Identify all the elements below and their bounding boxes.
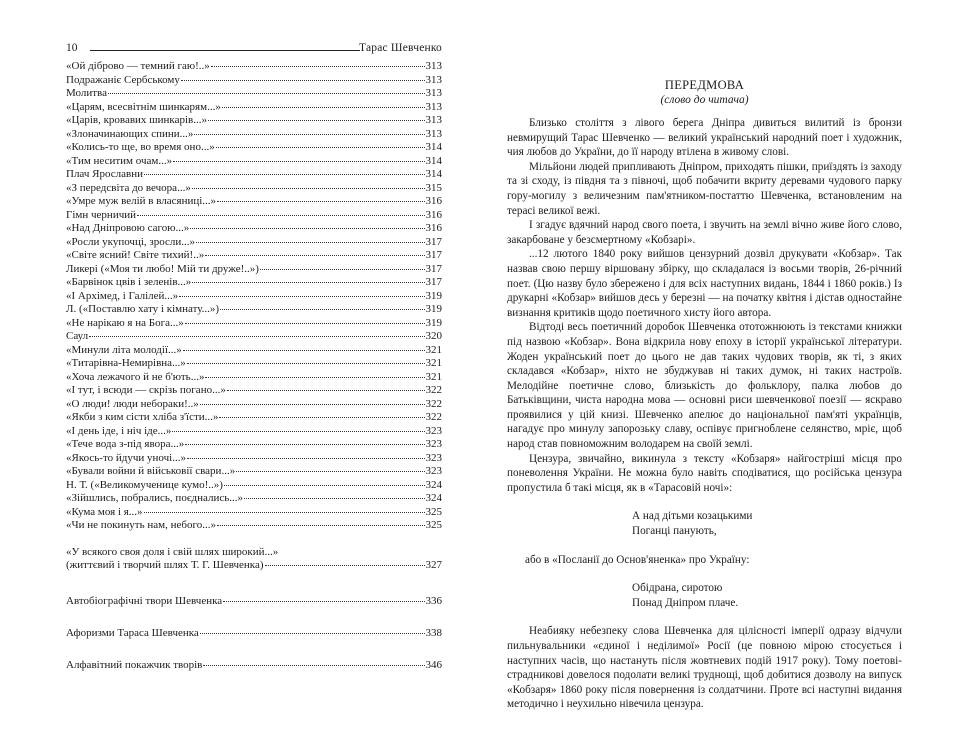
leader-dots xyxy=(260,261,425,270)
toc-page: 313 xyxy=(425,127,442,140)
leader-dots xyxy=(219,409,424,418)
toc-page: 320 xyxy=(425,330,442,342)
toc-page: 346 xyxy=(425,658,442,671)
toc-special-row xyxy=(66,559,442,573)
toc-title: «Барвінок цвів і зеленів...» xyxy=(66,276,192,288)
leader-dots xyxy=(223,593,424,602)
toc-page: 316 xyxy=(425,222,442,234)
toc-row xyxy=(66,519,442,533)
leader-dots xyxy=(222,99,425,108)
toc-title: «Тече вода з-під явора...» xyxy=(66,438,185,450)
toc-page: 319 xyxy=(425,316,442,329)
leader-dots xyxy=(227,382,425,391)
leader-dots xyxy=(192,180,425,189)
toc-title: Автобіографічні твори Шевченка xyxy=(66,594,223,607)
toc-row-autobiography xyxy=(66,595,442,609)
running-title: Тарас Шевченко xyxy=(359,42,442,54)
leader-dots xyxy=(185,436,424,445)
paragraph: Неабияку небезпеку слова Шевченка для цілісності імперії одразу відчули пильнувальники «єдиної і неділимої» Росії (це повною мірою стосується і наступних часів, що настануть після жовтневих подій 1917 року). Тому поетові-страдникові довелося подолати великі труднощі, щоб добитися дозволу на випуск «Кобзаря» 1860 року після повернення із солдатчини. Проте всі наступні видання методично і неухильно нівечила цензура. xyxy=(507,625,902,711)
poem-stanza xyxy=(632,509,902,538)
toc-title: «Ой діброво — темний гаю!..» xyxy=(66,60,210,72)
leader-dots xyxy=(187,355,425,364)
leader-dots xyxy=(205,369,424,378)
preface-subtitle: (слово до читача) xyxy=(660,94,749,106)
leader-dots xyxy=(181,72,425,81)
leader-dots xyxy=(211,58,425,67)
toc-title: «Бували войни й військовії свари...» xyxy=(66,465,236,477)
toc-title: Подражаніє Сербському xyxy=(66,73,180,86)
toc-page: 321 xyxy=(425,357,442,369)
poem-line: Обідрана, сиротою xyxy=(632,582,723,595)
toc-title: Л. («Поставлю хату і кімнату...») xyxy=(66,303,220,315)
toc-title: «Якось-то йдучи уночі...» xyxy=(66,451,186,464)
toc-page: 325 xyxy=(425,519,442,531)
toc-special-entry xyxy=(66,546,442,573)
toc-title: «Царів, кровавих шинкарів...» xyxy=(66,114,207,126)
leader-dots xyxy=(183,342,425,351)
page-number: 10 xyxy=(66,42,78,54)
toc-page: 323 xyxy=(425,465,442,477)
leader-dots xyxy=(217,517,425,526)
toc-title: «Минули літа молодії...» xyxy=(66,343,182,356)
toc-title: «Царям, всесвітнім шинкарям...» xyxy=(66,100,221,113)
leader-dots xyxy=(236,463,424,472)
leader-dots xyxy=(200,396,425,405)
poem-line: Поганці панують, xyxy=(632,525,717,538)
leader-dots xyxy=(224,477,425,486)
paragraph: Цензура, звичайно, викинула з тексту «Кобзаря» найгостріші місця про поневолення України. Не можна було навіть сподіватися, що російська цензура пропустила б такі місця, як в «Тарасовій ночі»: xyxy=(507,452,902,494)
leader-dots xyxy=(216,139,425,148)
toc-page: 316 xyxy=(425,195,442,207)
leader-dots xyxy=(172,423,424,432)
leader-dots xyxy=(205,247,424,256)
toc-page: 336 xyxy=(425,594,442,607)
toc-page: 317 xyxy=(425,262,442,275)
leader-dots xyxy=(144,504,425,513)
toc-title: «І день іде, і ніч іде...» xyxy=(66,424,172,437)
toc-title: «Якби з ким сісти хліба з'їсти...» xyxy=(66,411,219,423)
paragraph: І згадує вдячний народ свого поета, і звучить на землі вічно живе його слово, закарбоване у безсмертному «Кобзарі». xyxy=(507,219,902,246)
leader-dots xyxy=(179,288,424,297)
running-head xyxy=(66,40,442,56)
leader-dots xyxy=(185,315,425,324)
toc-page: 316 xyxy=(425,208,442,221)
toc-special-title: «У всякого своя доля і свій шлях широкий...» xyxy=(66,545,279,558)
toc-page: 319 xyxy=(425,289,442,302)
toc-page: 322 xyxy=(425,397,442,410)
toc-title: «З передсвіта до вечора...» xyxy=(66,181,191,194)
toc-page: 325 xyxy=(425,505,442,518)
toc-title: «О люди! люди небораки!..» xyxy=(66,397,199,410)
toc-page: 321 xyxy=(425,370,442,383)
toc-page: 314 xyxy=(425,154,442,167)
leader-dots xyxy=(194,126,424,135)
leader-dots xyxy=(190,220,424,229)
paragraph: або в «Посланії до Основ'яненка» про Україну: xyxy=(525,553,750,566)
leader-dots xyxy=(208,112,425,121)
leader-dots xyxy=(244,490,424,499)
leader-dots xyxy=(265,557,425,566)
toc-page: 324 xyxy=(425,478,442,491)
toc-title: «Росли укупочці, зросли...» xyxy=(66,235,196,248)
toc-title: «Світе ясний! Світе тихий!..» xyxy=(66,249,205,261)
leader-dots xyxy=(187,450,425,459)
toc-title: «Колись-то ще, во время оно...» xyxy=(66,141,215,153)
toc-title: «Не нарікаю я на Бога...» xyxy=(66,316,184,329)
leader-dots xyxy=(192,274,424,283)
toc-page: 313 xyxy=(425,87,442,99)
leader-dots xyxy=(217,193,424,202)
leader-dots xyxy=(220,301,424,310)
toc-page: 313 xyxy=(425,60,442,72)
toc-page: 313 xyxy=(425,114,442,126)
toc-title: «Зійшлись, побрались, поєднались...» xyxy=(66,492,244,504)
leader-dots xyxy=(108,85,425,94)
toc-title: Афоризми Тараса Шевченка xyxy=(66,627,199,639)
header-rule xyxy=(90,50,360,51)
toc-page: 322 xyxy=(425,384,442,396)
leader-dots xyxy=(203,657,424,666)
paragraph: ...12 лютого 1840 року вийшов цензурний дозвіл друкувати «Кобзар». Так назвав свою першу віршовану збірку, що складалася із восьми творів, 26-річний поет. (Цю назву було збережено і для всіх наступних видань, 1844 і 1860 років.) Із друкарні «Кобзар» вийшов десь у березні — на початку квітня і дістав одностайне визнання критиків щодо поетичного хисту його автора. xyxy=(507,248,902,319)
toc-page: 324 xyxy=(425,492,442,504)
poem-line: Понад Дніпром плаче. xyxy=(632,596,739,609)
toc-title: Ликері («Моя ти любо! Мій ти друже!..») xyxy=(66,262,259,275)
toc-page: 314 xyxy=(425,141,442,153)
paragraph: Відтоді весь поетичний доробок Шевченка ототожнюють із текстами книжки під назвою «Кобзар». Вона відкрила нову епоху в історії української літератури. Жоден український поет до цього не дав таких чудових творів, як ті, з яких складався «Кобзар», ніхто не збуджував ні таких думок, ні таких настроїв. Мелодійне поетичне слово, близькість до фольклору, палка любов до Батьківщини, чиста народна мова — основні риси шевченкової поезії — яскраво проявилися у цій книзі. Шевченко апелює до національної пам'яті українців, нагадує про минулу запорозьку славу, оспівує пригноблене селянство, мріє, щоб народ став повноможним володарем на своїй землі. xyxy=(507,321,902,451)
toc-page: 317 xyxy=(425,235,442,248)
leader-dots xyxy=(137,207,424,216)
paragraph: Мільйони людей припливають Дніпром, приходять пішки, приїздять із заходу та зі сходу, із півдня та з півночі, щоб побачити вкриту деревами чудового парку гору-могилу з величезним пам'ятником-постаттю Шевченка, встановленим на терасі великої вежі. xyxy=(507,160,902,217)
toc-page: 315 xyxy=(425,181,442,194)
toc-row-index xyxy=(66,659,442,673)
toc-page: 313 xyxy=(425,100,442,113)
toc-special-subtitle: (життєвий і творчий шлях Т. Г. Шевченка) xyxy=(66,559,264,571)
toc-title: «Умре муж велій в власяниці...» xyxy=(66,195,217,207)
leader-dots xyxy=(144,166,425,175)
toc-title: «Злоначинающих спини...» xyxy=(66,127,194,140)
toc-page: 323 xyxy=(425,438,442,450)
toc-title: «Тим неситим очам...» xyxy=(66,154,173,167)
leader-dots xyxy=(173,153,424,162)
toc-page: 319 xyxy=(425,303,442,315)
toc-title: «Титарівна-Немирівна...» xyxy=(66,357,186,369)
toc-title: Молитва xyxy=(66,87,107,99)
toc-page: 317 xyxy=(425,276,442,288)
left-page xyxy=(66,40,442,672)
toc-title: Алфавітний покажчик творів xyxy=(66,658,203,671)
toc-title: «І тут, і всюди — скрізь погано...» xyxy=(66,384,226,396)
toc-page: 322 xyxy=(425,411,442,423)
toc-title: «Чи не покинуть нам, небого...» xyxy=(66,519,216,531)
paragraph: Близько століття з лівого берега Дніпра дивиться вилитий із бронзи невмирущий Тарас Шевченко — великий український народний поет і художник, чия любов до України, до її народу втілена в живому слові. xyxy=(507,117,902,159)
toc-page: 317 xyxy=(425,249,442,261)
toc-title: «Над Дніпровою сагою...» xyxy=(66,222,190,234)
toc-page: 338 xyxy=(425,627,442,639)
leader-dots xyxy=(200,625,425,634)
right-page xyxy=(507,77,902,712)
toc-page: 323 xyxy=(425,451,442,464)
toc-row-aphorisms xyxy=(66,627,442,641)
leader-dots xyxy=(89,328,424,337)
toc-page: 313 xyxy=(425,73,442,86)
toc-title: Гімн черничий xyxy=(66,208,137,221)
toc-title: Саул xyxy=(66,330,89,342)
toc-title: Плач Ярославни xyxy=(66,168,143,180)
table-of-contents xyxy=(66,60,442,533)
poem-stanza xyxy=(632,581,902,610)
preface-title: ПЕРЕДМОВА xyxy=(664,78,745,92)
leader-dots xyxy=(196,234,424,243)
toc-title: «І Архімед, і Галілей...» xyxy=(66,289,179,302)
toc-title: «Кума моя і я...» xyxy=(66,505,143,518)
toc-title: Н. Т. («Великомученице кумо!..») xyxy=(66,478,223,491)
toc-title: «Хоча лежачого й не б'ють...» xyxy=(66,370,205,383)
poem-line: А над дітьми козацькими xyxy=(632,510,753,523)
toc-special-page: 327 xyxy=(425,559,442,571)
toc-page: 321 xyxy=(425,343,442,356)
toc-page: 314 xyxy=(425,168,442,180)
toc-page: 323 xyxy=(425,424,442,437)
